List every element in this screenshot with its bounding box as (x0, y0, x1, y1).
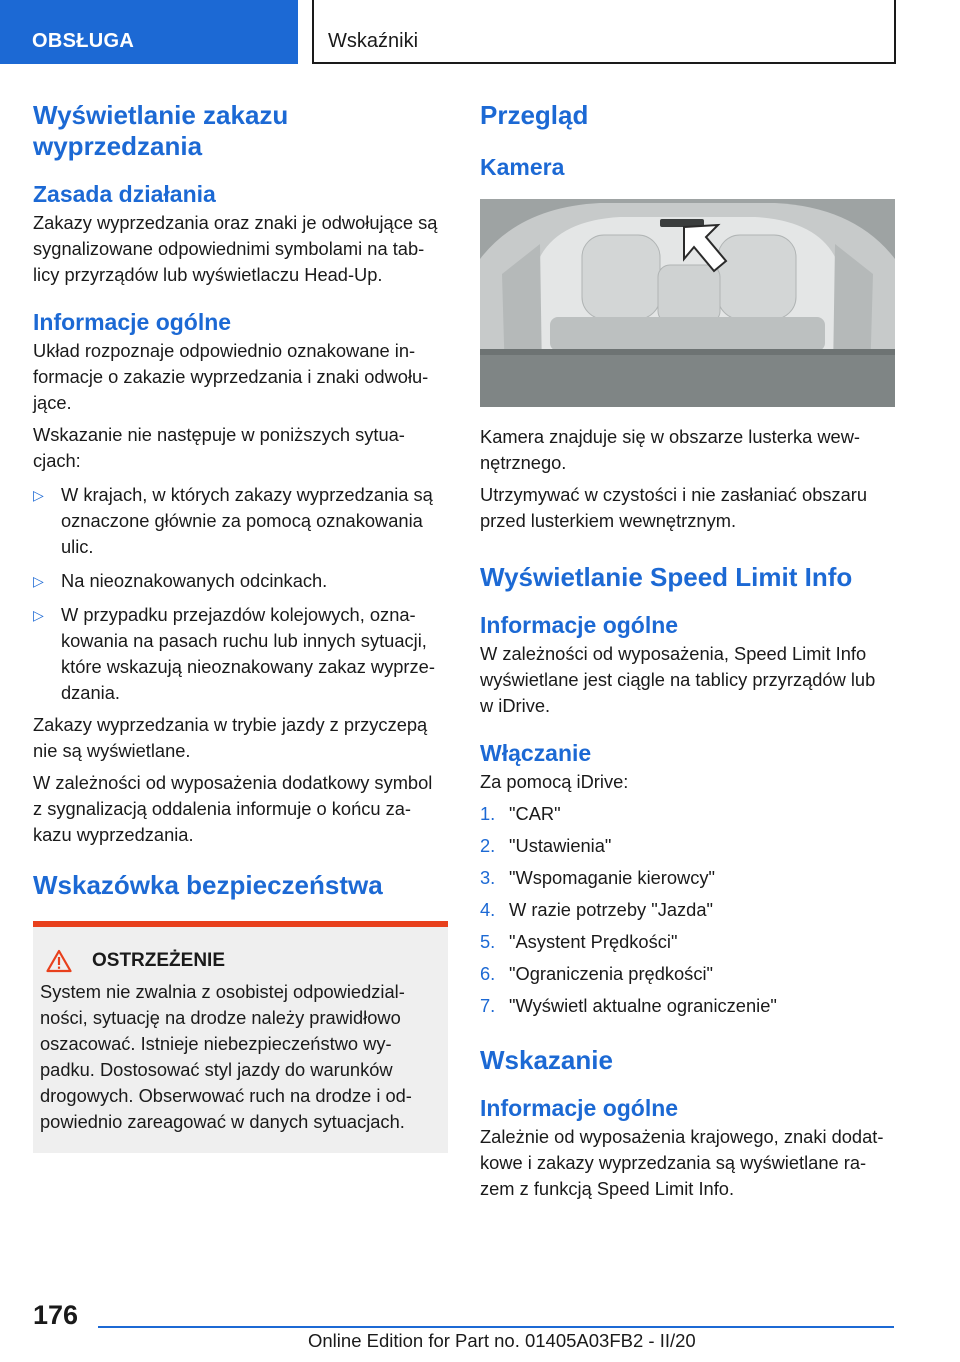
enable-intro: Za pomocą iDrive: (480, 771, 629, 792)
exceptions-list (33, 482, 448, 706)
general-paragraph-1: Układ rozpoznaje odpowiednio oznakowane in- formacje o zakazie wyprzedzania i znaki odwołu- jące. (33, 340, 429, 413)
footer-divider (98, 1326, 894, 1328)
general-paragraph-4: W zależności od wyposażenia dodatkowy symbol z sygnalizacją oddalenia informuje o końcu za- kazu wyprzedzania. (33, 772, 433, 845)
triangle-right-icon: ▷ (33, 607, 44, 623)
list-item: 1. "CAR" (480, 803, 561, 824)
warning-title: OSTRZEŻENIE (40, 949, 436, 973)
warning-box (33, 921, 448, 1153)
display-general-heading: Informacje ogólne (480, 1095, 679, 1121)
safety-heading: Wskazówka bezpieczeństwa (33, 870, 383, 900)
sli-general-heading: Informacje ogólne (480, 612, 679, 638)
display-text: Zależnie od wyposażenia krajowego, znaki dodat- kowe i zakazy wyprzedzania są wyświetlane ra- zem z funkcją Speed Limit Info. (480, 1126, 884, 1199)
speed-no-passing-heading: Wyświetlanie zakazu wyprzedzania (33, 100, 289, 161)
header-section-title: Wskaźniki (312, 0, 896, 64)
list-item: 7. "Wyświetl aktualne ograniczenie" (480, 995, 777, 1016)
overview-heading: Przegląd (480, 100, 589, 130)
warning-triangle-icon (46, 949, 72, 973)
general-info-heading: Informacje ogólne (33, 309, 232, 335)
right-column (480, 100, 900, 1202)
general-paragraph-2: Wskazanie nie następuje w poniższych sytua- cjach: (33, 424, 405, 471)
left-column (33, 100, 448, 1153)
footer-edition: Online Edition for Part no. 01405A03FB2 - II/20 (308, 1330, 696, 1351)
page-number: 176 (33, 1300, 79, 1330)
speed-limit-info-heading: Wyświetlanie Speed Limit Info (480, 562, 853, 592)
enable-steps-list (480, 801, 900, 1019)
header-chapter-tab: OBSŁUGA (0, 0, 298, 64)
list-item: 2. "Ustawienia" (480, 835, 612, 856)
triangle-right-icon: ▷ (33, 573, 44, 589)
display-heading: Wskazanie (480, 1045, 613, 1075)
list-item: ▷ Na nieoznakowanych odcinkach. (33, 568, 448, 594)
warning-text: System nie zwalnia z osobistej odpowiedzial- ności, sytuację na drodze należy prawidłowo oszacować. Istnieje niebezpieczeństwo wy- padku. Dostosować styl jazdy do warunków drogowych. Obserwować ruch na drodze i od- powiednio zareagować w danych sytuacjach. (40, 981, 412, 1132)
principle-heading: Zasada działania (33, 181, 216, 207)
general-paragraph-3: Zakazy wyprzedzania w trybie jazdy z przyczepą nie są wyświetlane. (33, 714, 428, 761)
camera-paragraph-2: Utrzymywać w czystości i nie zasłaniać obszaru przed lusterkiem wewnętrznym. (480, 484, 868, 531)
list-item: ▷ W przypadku przejazdów kolejowych, ozna- kowania na pasach ruchu lub innych sytuacji, które wskazują nieoznakowany zakaz wyprze- dzania. (33, 604, 435, 703)
triangle-right-icon: ▷ (33, 487, 44, 503)
camera-paragraph-1: Kamera znajduje się w obszarze lusterka wew- nętrznego. (480, 426, 861, 473)
sli-general-text: W zależności od wyposażenia, Speed Limit Info wyświetlane jest ciągle na tablicy przyrządów lub w iDrive. (480, 643, 876, 716)
principle-text: Zakazy wyprzedzania oraz znaki je odwołujące są sygnalizowane odpowiednimi symbolami na tab- licy przyrządów lub wyświetlaczu Head-Up. (33, 212, 438, 285)
list-item: 6. "Ograniczenia prędkości" (480, 963, 714, 984)
windshield-camera-image (480, 199, 895, 407)
enable-heading: Włączanie (480, 740, 592, 766)
camera-heading: Kamera (480, 154, 565, 180)
list-item: 4. W razie potrzeby "Jazda" (480, 899, 713, 920)
list-item: 3. "Wspomaganie kierowcy" (480, 867, 716, 888)
list-item: ▷ W krajach, w których zakazy wyprzedzania są oznaczone głównie za pomocą oznakowania ulic. (33, 484, 433, 557)
list-item: 5. "Asystent Prędkości" (480, 931, 678, 952)
